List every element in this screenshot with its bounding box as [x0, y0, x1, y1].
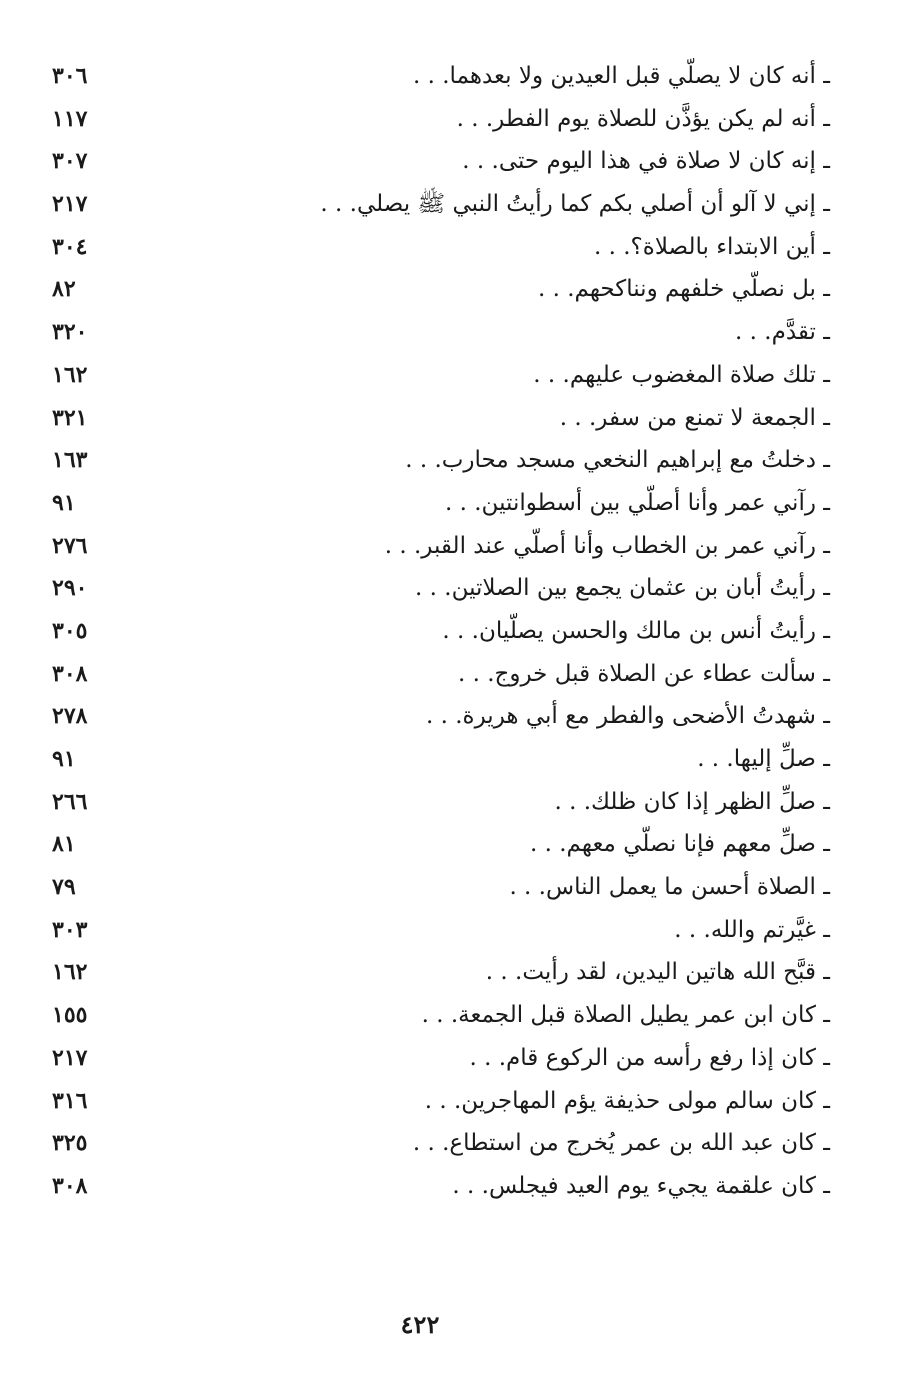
entry-page-number: ٣٠٤ — [52, 233, 88, 260]
list-item — [40, 141, 830, 184]
entry-page-number: ٣٠٥ — [52, 617, 88, 644]
entry-page-number: ١٥٥ — [52, 1002, 88, 1029]
entry-text: ـ أنه كان لا يصلّي قبل العيدين ولا بعدهما. . . — [413, 63, 830, 89]
list-item — [40, 696, 830, 739]
list-item — [40, 526, 830, 569]
entry-page-number: ٣٢٥ — [52, 1130, 88, 1157]
list-item — [40, 99, 830, 142]
list-item — [40, 269, 830, 312]
entry-page-number: ١٦٢ — [52, 959, 88, 986]
entry-page-number: ٢٩٠ — [52, 575, 88, 602]
entry-text: ـ رآني عمر وأنا أصلّي بين أسطوانتين. . . — [445, 489, 830, 516]
entry-page-number: ٣٠٨ — [52, 1172, 88, 1199]
entry-text: ـ سألت عطاء عن الصلاة قبل خروج. . . — [457, 660, 830, 687]
entry-page-number: ٣٠٧ — [52, 148, 88, 175]
list-item — [40, 184, 830, 227]
list-item — [40, 611, 830, 654]
entry-page-number: ١١٧ — [52, 105, 88, 132]
entry-text: ـ الصلاة أحسن ما يعمل الناس. . . — [509, 874, 830, 901]
entry-page-number: ٨١ — [52, 831, 76, 858]
entry-page-number: ٢٧٦ — [52, 532, 88, 559]
entry-page-number: ٣٢١ — [52, 404, 88, 431]
list-item — [40, 56, 830, 99]
entry-page-number: ٩١ — [52, 746, 76, 772]
entry-page-number: ٣٠٣ — [52, 916, 88, 943]
list-item — [40, 1081, 830, 1124]
entry-text: ـ رأيتُ أبان بن عثمان يجمع بين الصلاتين. . . — [415, 575, 830, 602]
entry-text: ـ كان ابن عمر يطيل الصلاة قبل الجمعة. . . — [421, 1002, 830, 1029]
entry-text: ـ صلِّ إليها. . . — [697, 746, 830, 772]
entry-text: ـ رأيتُ أنس بن مالك والحسن يصلّيان. . . — [442, 617, 830, 644]
entry-text: ـ أين الابتداء بالصلاة؟. . . — [594, 233, 830, 260]
list-item — [40, 824, 830, 867]
entry-text: ـ دخلتُ مع إبراهيم النخعي مسجد محارب. . . — [405, 447, 830, 474]
entry-page-number: ٨٢ — [52, 276, 76, 303]
entry-text: ـ كان علقمة يجيء يوم العيد فيجلس. . . — [452, 1172, 830, 1199]
entry-page-number: ٢٧٨ — [52, 703, 88, 730]
list-item — [40, 1166, 830, 1209]
entry-page-number: ١٦٣ — [52, 447, 88, 474]
list-item — [40, 312, 830, 355]
entry-page-number: ٣٠٦ — [52, 63, 88, 89]
entry-text: ـ بل نصلّي خلفهم ونناكحهم. . . — [537, 276, 830, 303]
entry-page-number: ٢١٧ — [52, 1044, 88, 1071]
list-item — [40, 1038, 830, 1081]
entry-text: ـ تقدَّم. . . — [735, 319, 830, 346]
entry-page-number: ٣١٦ — [52, 1087, 88, 1114]
entry-text: ـ شهدتُ الأضحى والفطر مع أبي هريرة. . . — [426, 703, 830, 730]
entry-page-number: ١٦٢ — [52, 361, 88, 388]
entry-text: ـ إني لا آلو أن أصلي بكم كما رأيتُ النبي ﷺ يصلي. . . — [320, 191, 830, 218]
entry-text: ـ صلِّ معهم فإنا نصلّي معهم. . . — [530, 831, 830, 858]
list-item — [40, 568, 830, 611]
entry-text: ـ قبَّح الله هاتين اليدين، لقد رأيت. . . — [485, 959, 830, 986]
list-item — [40, 227, 830, 270]
entry-page-number: ٩١ — [52, 489, 76, 516]
list-item — [40, 1123, 830, 1166]
entry-text: ـ غيَّرتم والله. . . — [674, 916, 830, 943]
entry-text: ـ رآني عمر بن الخطاب وأنا أصلّي عند القبر. . . — [384, 532, 830, 559]
list-item — [40, 483, 830, 526]
entry-text: ـ كان سالم مولى حذيفة يؤم المهاجرين. . . — [424, 1087, 830, 1114]
list-item — [40, 398, 830, 441]
page-number: ٤٢٢ — [400, 1310, 440, 1339]
list-item — [40, 867, 830, 910]
entry-page-number: ٧٩ — [52, 874, 76, 901]
entry-text: ـ إنه كان لا صلاة في هذا اليوم حتى. . . — [462, 148, 830, 175]
entry-page-number: ٢١٧ — [52, 191, 88, 218]
entry-text: ـ كان إذا رفع رأسه من الركوع قام. . . — [469, 1044, 830, 1071]
list-item — [40, 952, 830, 995]
entry-page-number: ٣٢٠ — [52, 319, 88, 346]
entry-page-number: ٣٠٨ — [52, 660, 88, 687]
entry-text: ـ أنه لم يكن يؤذَّن للصلاة يوم الفطر. . . — [456, 105, 830, 132]
list-item — [40, 440, 830, 483]
entry-text: ـ الجمعة لا تمنع من سفر. . . — [559, 404, 830, 431]
entry-text: ـ تلك صلاة المغضوب عليهم. . . — [533, 361, 830, 388]
list-item — [40, 355, 830, 398]
entry-page-number: ٢٦٦ — [52, 788, 88, 815]
list-item — [40, 654, 830, 697]
list-item — [40, 995, 830, 1038]
entry-text: ـ صلِّ الظهر إذا كان ظلك. . . — [554, 788, 830, 815]
hadith-index-list — [40, 56, 830, 1209]
list-item — [40, 739, 830, 782]
entry-text: ـ كان عبد الله بن عمر يُخرج من استطاع. . . — [412, 1130, 830, 1157]
list-item — [40, 782, 830, 825]
list-item — [40, 910, 830, 953]
